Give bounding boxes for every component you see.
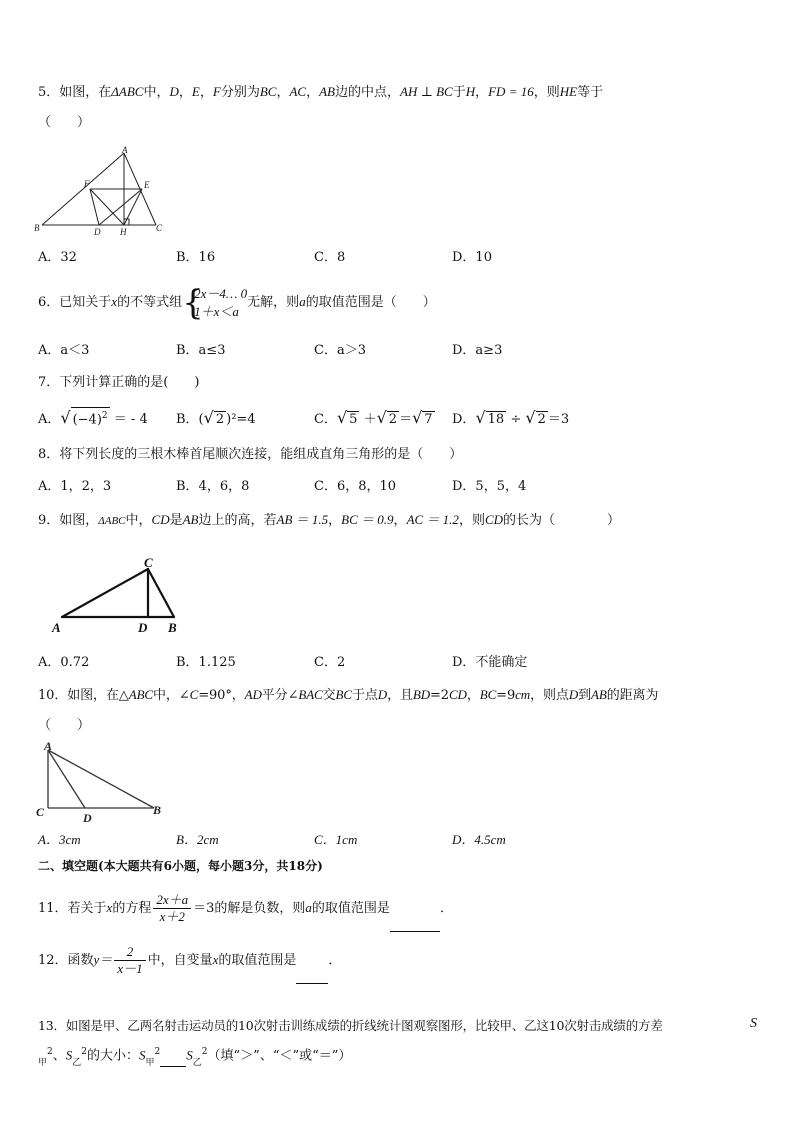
- q7-c-radicand-1: 5: [349, 412, 358, 427]
- q9-var-cd: CD: [484, 512, 504, 527]
- q12-var-x: x: [212, 952, 219, 967]
- q11-eq: ＝3: [193, 901, 215, 916]
- q9-triangle: ΔABC: [98, 515, 126, 527]
- q5-option-d[interactable]: D．10: [452, 250, 492, 265]
- q10-option-a[interactable]: A．3cm: [38, 832, 81, 847]
- q10-figure: [32, 738, 172, 824]
- q9-label-d: D: [138, 620, 148, 635]
- q7-b-rest: )²=4: [226, 412, 256, 427]
- q5-var-d: D: [169, 84, 179, 99]
- q9-option-a[interactable]: A．0.72: [38, 655, 90, 670]
- q10-var-abc: ABC: [128, 687, 154, 702]
- sqrt-icon: √: [376, 408, 387, 427]
- q9-text: 边上的高，若: [198, 513, 277, 528]
- q10-text: 到: [578, 688, 592, 703]
- q7-d-rest: ＝3: [547, 412, 570, 427]
- q8-option-b[interactable]: B．4，6，8: [176, 479, 250, 494]
- q7-a-label: A．: [38, 412, 61, 427]
- q7-c-eq: ＝: [399, 412, 413, 427]
- q10-var-cd: CD: [448, 687, 467, 702]
- q11-text: 的取值范围是: [311, 901, 390, 916]
- q13-s-symbol: S: [65, 1047, 73, 1063]
- q13-s-symbol: S: [750, 1016, 757, 1031]
- q8-stem: 8．将下列长度的三根木棒首尾顺次连接，能组成直角三角形的是（ ）: [38, 447, 463, 462]
- q6-text: 的取值范围是（ ）: [305, 295, 436, 310]
- q10-label-a: A: [44, 739, 53, 753]
- q7-a-radicand: [71, 407, 110, 428]
- q5-text: 5．如图，在: [38, 85, 112, 100]
- q10-var-ab: AB: [591, 687, 607, 702]
- q6-brace: {: [182, 282, 204, 323]
- q13-sup: 2: [47, 1047, 53, 1057]
- q5-label-e: E: [144, 180, 150, 190]
- q11-var-x: x: [106, 900, 113, 915]
- q7-c-label: C．: [314, 412, 337, 427]
- q5-paren: （ ）: [38, 115, 91, 130]
- q13-sub-yi: 乙: [72, 1058, 82, 1069]
- q6-inequality-system: [182, 282, 248, 323]
- q13-sup: 2: [154, 1047, 161, 1057]
- q5-text: ，: [178, 85, 192, 100]
- q12-text: 中，自变量: [147, 953, 213, 968]
- q6-option-c[interactable]: C．a＞3: [314, 343, 366, 358]
- q5-option-a[interactable]: A．32: [38, 250, 77, 265]
- q13-sub-jia: 甲: [38, 1058, 48, 1069]
- q7-option-d[interactable]: [452, 405, 569, 433]
- q6-stem: [38, 282, 436, 323]
- q13-answer-blank[interactable]: [160, 1046, 186, 1067]
- q6-ineq-2: 1＋x＜a: [194, 303, 239, 319]
- q9-text: 9．如图，: [38, 513, 99, 528]
- q11-stem: [38, 886, 453, 932]
- q9-label-c: C: [144, 555, 153, 570]
- q10-text: ，: [466, 688, 480, 703]
- sqrt-icon: √: [412, 408, 423, 427]
- q10-text: ，则点: [530, 688, 569, 703]
- q5-text: ，: [199, 85, 213, 100]
- q5-triangle: ΔABC: [111, 84, 144, 99]
- sqrt-icon: √: [336, 408, 348, 427]
- q6-text: 无解，则: [247, 295, 300, 310]
- q12-var-y: y＝: [93, 952, 113, 967]
- sqrt-icon: √: [475, 408, 486, 427]
- q7-c-plus: ＋: [359, 412, 377, 427]
- q7-b-radicand: 2: [215, 412, 225, 427]
- q9-cond-bc: BC ＝ 0.9: [341, 512, 394, 527]
- q7-d-radicand-2: 2: [537, 412, 546, 427]
- q5-var-f: F: [212, 84, 221, 99]
- q10-var-bc: BC: [335, 687, 352, 702]
- q6-var-x: x: [111, 294, 118, 309]
- q5-text: 中，: [143, 85, 170, 100]
- sqrt-icon: √: [525, 408, 536, 427]
- q11-text: 的方程: [112, 901, 152, 916]
- q12-stem: [38, 938, 341, 984]
- q10-text: 平分∠: [261, 688, 299, 703]
- q12-fraction: [114, 944, 145, 977]
- q7-option-b[interactable]: [176, 405, 256, 433]
- q6-text: 6．已知关于: [38, 295, 112, 310]
- q5-text: 等于: [577, 85, 604, 100]
- q10-text: 10．如图，在△: [38, 688, 129, 703]
- q10-option-d[interactable]: D．4.5cm: [452, 832, 506, 847]
- q9-option-c[interactable]: C．2: [314, 655, 346, 670]
- q10-text: 中，∠: [153, 688, 190, 703]
- q11-text: ．: [439, 901, 453, 916]
- q5-text: 于: [452, 85, 466, 100]
- q5-var-ab: AB: [319, 84, 335, 99]
- q5-text: 边的中点，: [335, 85, 401, 100]
- q13-text: （填“＞”、“＜”或“＝”）: [207, 1048, 352, 1064]
- q13-sup: 2: [201, 1047, 208, 1057]
- q9-option-b[interactable]: B．1.125: [176, 655, 236, 670]
- q5-text: ，: [306, 85, 320, 100]
- q5-var-ac: AC: [289, 84, 307, 99]
- q12-text: 12．函数: [38, 953, 94, 968]
- q10-var-bd: BD: [412, 687, 431, 702]
- q9-cond-ab: AB ＝ 1.5: [276, 512, 329, 527]
- q9-text: ，: [393, 513, 407, 528]
- q10-stem: [38, 685, 658, 706]
- q6-option-a[interactable]: A．a＜3: [38, 343, 90, 358]
- q10-option-c[interactable]: C．1cm: [314, 832, 358, 847]
- q8-option-a[interactable]: A．1，2，3: [38, 479, 112, 494]
- q6-text: 的不等式组: [117, 295, 183, 310]
- q9-line-ac: [62, 569, 148, 617]
- q10-text: =90°，: [198, 688, 245, 703]
- q10-label-c: C: [36, 805, 45, 819]
- q7-option-c[interactable]: [314, 405, 435, 433]
- q7-c-radicand-3: 7: [424, 412, 433, 427]
- q7-stem: 7．下列计算正确的是( ): [38, 375, 200, 390]
- q11-fraction: [153, 892, 191, 925]
- q13-s-symbol: S: [186, 1047, 193, 1063]
- q10-label-b: B: [153, 803, 162, 817]
- q10-text: =2: [430, 688, 449, 703]
- q10-text: =9: [496, 688, 516, 703]
- q5-line-fh: [90, 189, 124, 225]
- q10-var-d: D: [377, 687, 388, 702]
- q5-line-eh: [124, 189, 142, 225]
- q6-option-d[interactable]: D．a≥3: [452, 343, 503, 358]
- q6-ineq-1: 2x－4… 0: [194, 285, 248, 301]
- q13-text: 、: [52, 1048, 66, 1064]
- q5-figure: [34, 145, 164, 237]
- q10-unit-cm: cm: [515, 687, 531, 702]
- q9-text: 中，: [125, 513, 152, 528]
- q5-perp: AH ⊥ BC: [400, 84, 453, 99]
- q5-text: ，: [276, 85, 290, 100]
- q12-answer-blank[interactable]: [296, 939, 328, 984]
- q5-label-a: A: [122, 145, 128, 155]
- q10-var-bc: BC: [479, 687, 497, 702]
- q6-var-a: a: [299, 294, 306, 309]
- q10-var-bac: BAC: [298, 687, 323, 702]
- sqrt-icon: √: [60, 408, 71, 427]
- q12-text: ．: [328, 953, 342, 968]
- q9-text: 是: [169, 513, 183, 528]
- q13-text: 的大小：: [87, 1048, 140, 1064]
- q9-line-bc: [148, 569, 174, 617]
- q9-label-b: B: [168, 620, 177, 635]
- q5-label-b: B: [34, 223, 40, 233]
- q11-var-a: a: [305, 900, 312, 915]
- q5-var-e: E: [191, 84, 200, 99]
- q11-text: 11．若关于: [38, 901, 107, 916]
- q7-d-div: ÷: [506, 412, 526, 427]
- q13-s-symbol: S: [139, 1047, 146, 1063]
- q5-option-b[interactable]: B．16: [176, 250, 216, 265]
- q9-cond-ac: AC ＝ 1.2: [406, 512, 459, 527]
- q11-numerator: 2x＋a: [153, 892, 191, 909]
- q10-paren: （ ）: [38, 718, 91, 733]
- q7-c-radicand-2: 2: [388, 412, 398, 427]
- q7-option-a[interactable]: [38, 405, 148, 433]
- q9-stem: [38, 510, 620, 531]
- q5-label-h: H: [120, 227, 127, 237]
- q11-answer-blank[interactable]: [390, 887, 440, 932]
- q10-var-d: D: [568, 687, 579, 702]
- q12-denominator: x－1: [117, 961, 143, 976]
- q11-denominator: x＋2: [159, 909, 185, 924]
- q10-text: 于点: [351, 688, 378, 703]
- q7-b-label: B．(: [176, 412, 204, 427]
- q7-d-label: D．: [452, 412, 476, 427]
- q10-var-ad: AD: [244, 687, 262, 702]
- q9-label-a: A: [52, 620, 61, 635]
- q8-option-d[interactable]: D．5，5，4: [452, 479, 527, 494]
- q7-a-radicand-text: (−4): [72, 412, 102, 427]
- q5-label-c: C: [156, 223, 163, 233]
- q9-text: ，: [328, 513, 342, 528]
- q13-sub-jia: 甲: [145, 1058, 155, 1069]
- q10-var-c: C: [189, 687, 199, 702]
- q9-figure: [50, 555, 185, 637]
- q9-text: 的长为（ ）: [503, 513, 621, 528]
- q10-label-d: D: [83, 811, 92, 824]
- q11-text: 的解是负数，则: [214, 901, 306, 916]
- q5-stem: [38, 82, 603, 103]
- q7-a-rest: ＝ - 4: [113, 412, 148, 427]
- q5-fd: FD = 16: [488, 84, 534, 99]
- q13-line1: 13．如图是甲、乙两名射击运动员的10次射击训练成绩的折线统计图观察图形，比较甲、乙这10次射击成绩的方差: [38, 1018, 663, 1033]
- q5-var-bc: BC: [259, 84, 277, 99]
- q5-text: 分别为: [220, 85, 260, 100]
- q10-option-b[interactable]: B．2cm: [176, 832, 219, 847]
- q9-var-ab: AB: [182, 512, 199, 527]
- q8-option-c[interactable]: C．6，8，10: [314, 479, 397, 494]
- q7-a-exp: 2: [101, 410, 108, 421]
- q5-text: ，则: [533, 85, 560, 100]
- q9-text: ，则: [458, 513, 485, 528]
- q5-label-f: F: [84, 179, 90, 189]
- q13-sub-yi: 乙: [192, 1058, 202, 1069]
- q5-text: ，: [475, 85, 489, 100]
- q5-label-d: D: [94, 227, 101, 237]
- q9-var-cd: CD: [151, 512, 170, 527]
- q5-option-c[interactable]: C．8: [314, 250, 346, 265]
- q12-numerator: 2: [114, 944, 145, 961]
- q13-line2: [38, 1042, 351, 1067]
- section-title: 二、填空题(本大题共有6小题，每小题3分，共18分): [38, 859, 323, 873]
- q7-d-radicand-1: 18: [487, 412, 505, 427]
- q5-line-ed: [99, 189, 142, 225]
- q5-var-h: H: [465, 84, 476, 99]
- sqrt-icon: √: [203, 408, 214, 427]
- q10-line-ab: [48, 750, 154, 808]
- q10-text: 交: [322, 688, 336, 703]
- q10-line-ad: [48, 750, 85, 808]
- q5-var-he: HE: [559, 84, 578, 99]
- q12-text: 的取值范围是: [218, 953, 297, 968]
- q6-option-b[interactable]: B．a≤3: [176, 343, 226, 358]
- q13-sup: 2: [81, 1047, 88, 1057]
- q10-text: 的距离为: [606, 688, 659, 703]
- q10-text: ，且: [387, 688, 413, 703]
- q9-option-d[interactable]: D．不能确定: [452, 655, 528, 670]
